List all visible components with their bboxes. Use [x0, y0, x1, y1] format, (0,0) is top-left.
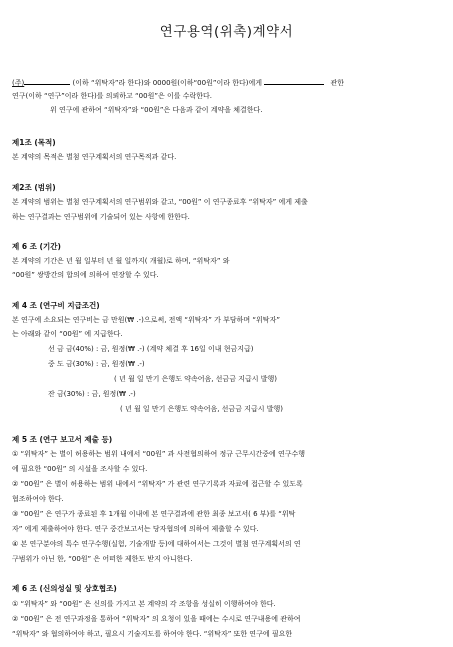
article-5-line: ④ 본 연구분야의 특수 연구수행(실험, 기술개발 등)에 대하여서는 그것이 별첨 연구계획서의 연 [12, 540, 301, 548]
article-5-line: 자” 에게 제출하여야 한다. 연구 중간보고서는 당자협의에 의하여 제출할 수 있다. [12, 525, 259, 533]
article-2-heading: 제2조 (범위) [12, 183, 56, 192]
article-6-line: “위탁자” 와 협의하여야 하고, 필요시 기술지도를 하여야 한다. “위탁자” 또한 연구에 필요한 [12, 630, 293, 638]
party-a: (주) [12, 79, 25, 87]
article-4-line: 본 연구에 소요되는 연구비는 금 만원(₩ .-)으로써, 전액 “위탁자” 가 부담하며 “위탁자” [12, 316, 280, 324]
article-2-line: 본 계약의 범위는 별첨 연구계획서의 연구범위와 같고, “00원” 이 연구종료후 “위탁자” 에게 제출 [12, 198, 308, 206]
intro-line-2: 연구(이하 “연구”이라 한다)를 의뢰하고 “00원”은 이를 수락한다. [12, 92, 212, 100]
intro-line-1-text: (이하 “위탁자”라 한다)와 0000원(이하“00원”이라 한다)에게 [72, 79, 262, 87]
party-a-blank [24, 77, 70, 85]
article-5-line: 에 필요한 “00원” 의 시설을 조사할 수 있다. [12, 465, 148, 473]
article-3-line: “00원” 쌍방간의 합의에 의하여 연장할 수 있다. [12, 271, 159, 279]
article-5-line: ③ “00원” 은 연구가 종료된 후 1개월 이내에 본 연구결과에 관한 최종 보고서( 6 부)를 “위탁 [12, 510, 296, 518]
article-6-heading: 제 6 조 (신의성실 및 상호협조) [12, 584, 117, 593]
article-6-line: ② “00원” 은 전 연구과정을 통하여 “위탁자” 의 요청이 있을 때에는 수시로 연구내용에 관하여 [12, 615, 301, 623]
article-5-line: 협조하여야 한다. [12, 495, 64, 503]
article-4-heading: 제 4 조 (연구비 지급조건) [12, 301, 100, 310]
article-1-heading: 제1조 (목적) [12, 138, 56, 147]
article-5-line: ② “00원” 은 별이 허용하는 범위 내에서 “위탁자” 가 관련 연구기록과 자료에 접근할 수 있도록 [12, 480, 303, 488]
article-4-line: 는 아래와 같이 “00원” 에 지급한다. [12, 330, 123, 338]
payment-balance-note: ( 년 월 일 만기 은행도 약속어음, 선금금 지급시 발행) [120, 405, 283, 413]
payment-advance: 선 금 금(40%) : 금, 원정(₩ .-) (계약 체결 후 16일 이내 현금지급) [48, 345, 254, 353]
article-6-line: ① “위탁자” 와 “00원” 은 신의를 가지고 본 계약의 각 조항을 성실히 이행하여야 한다. [12, 600, 276, 608]
payment-interim: 중 도 금(30%) : 금, 원정(₩ .-) [48, 360, 145, 368]
intro-line-3: 위 연구에 관하여 “위탁자”와 “00원”은 다음과 같이 계약을 체결한다. [50, 106, 263, 114]
article-1-line: 본 계약의 목적은 별첨 연구계획서의 연구목적과 같다. [12, 153, 177, 161]
article-5-heading: 제 5 조 (연구 보고서 제출 등) [12, 435, 113, 444]
intro-line-1 [12, 77, 344, 88]
payment-interim-note: ( 년 월 일 만기 은행도 약속어음, 선금금 지급시 발행) [114, 375, 277, 383]
article-5-line: 구범위가 아닌 한, “00원” 은 어떠한 제한도 받지 아니한다. [12, 555, 193, 563]
article-3-heading: 제 6 조 (기간) [12, 242, 61, 251]
intro-line-1-end: 관한 [330, 79, 344, 87]
document-title: 연구용역(위촉)계약서 [159, 24, 294, 40]
subject-blank [264, 77, 324, 85]
article-2-line: 하는 연구결과는 연구범위에 기술되어 있는 사항에 한한다. [12, 213, 190, 221]
article-5-line: ① “위탁자” 는 별이 허용하는 범위 내에서 “00원” 과 사전협의하여 정규 근무시간중에 연구수행 [12, 450, 306, 458]
payment-balance: 잔 금(30%) : 금, 원정(₩ .-) [48, 390, 136, 398]
article-3-line: 본 계약의 기간은 년 월 일부터 년 월 일까지( 개월)로 하며, “위탁자” 와 [12, 257, 230, 265]
